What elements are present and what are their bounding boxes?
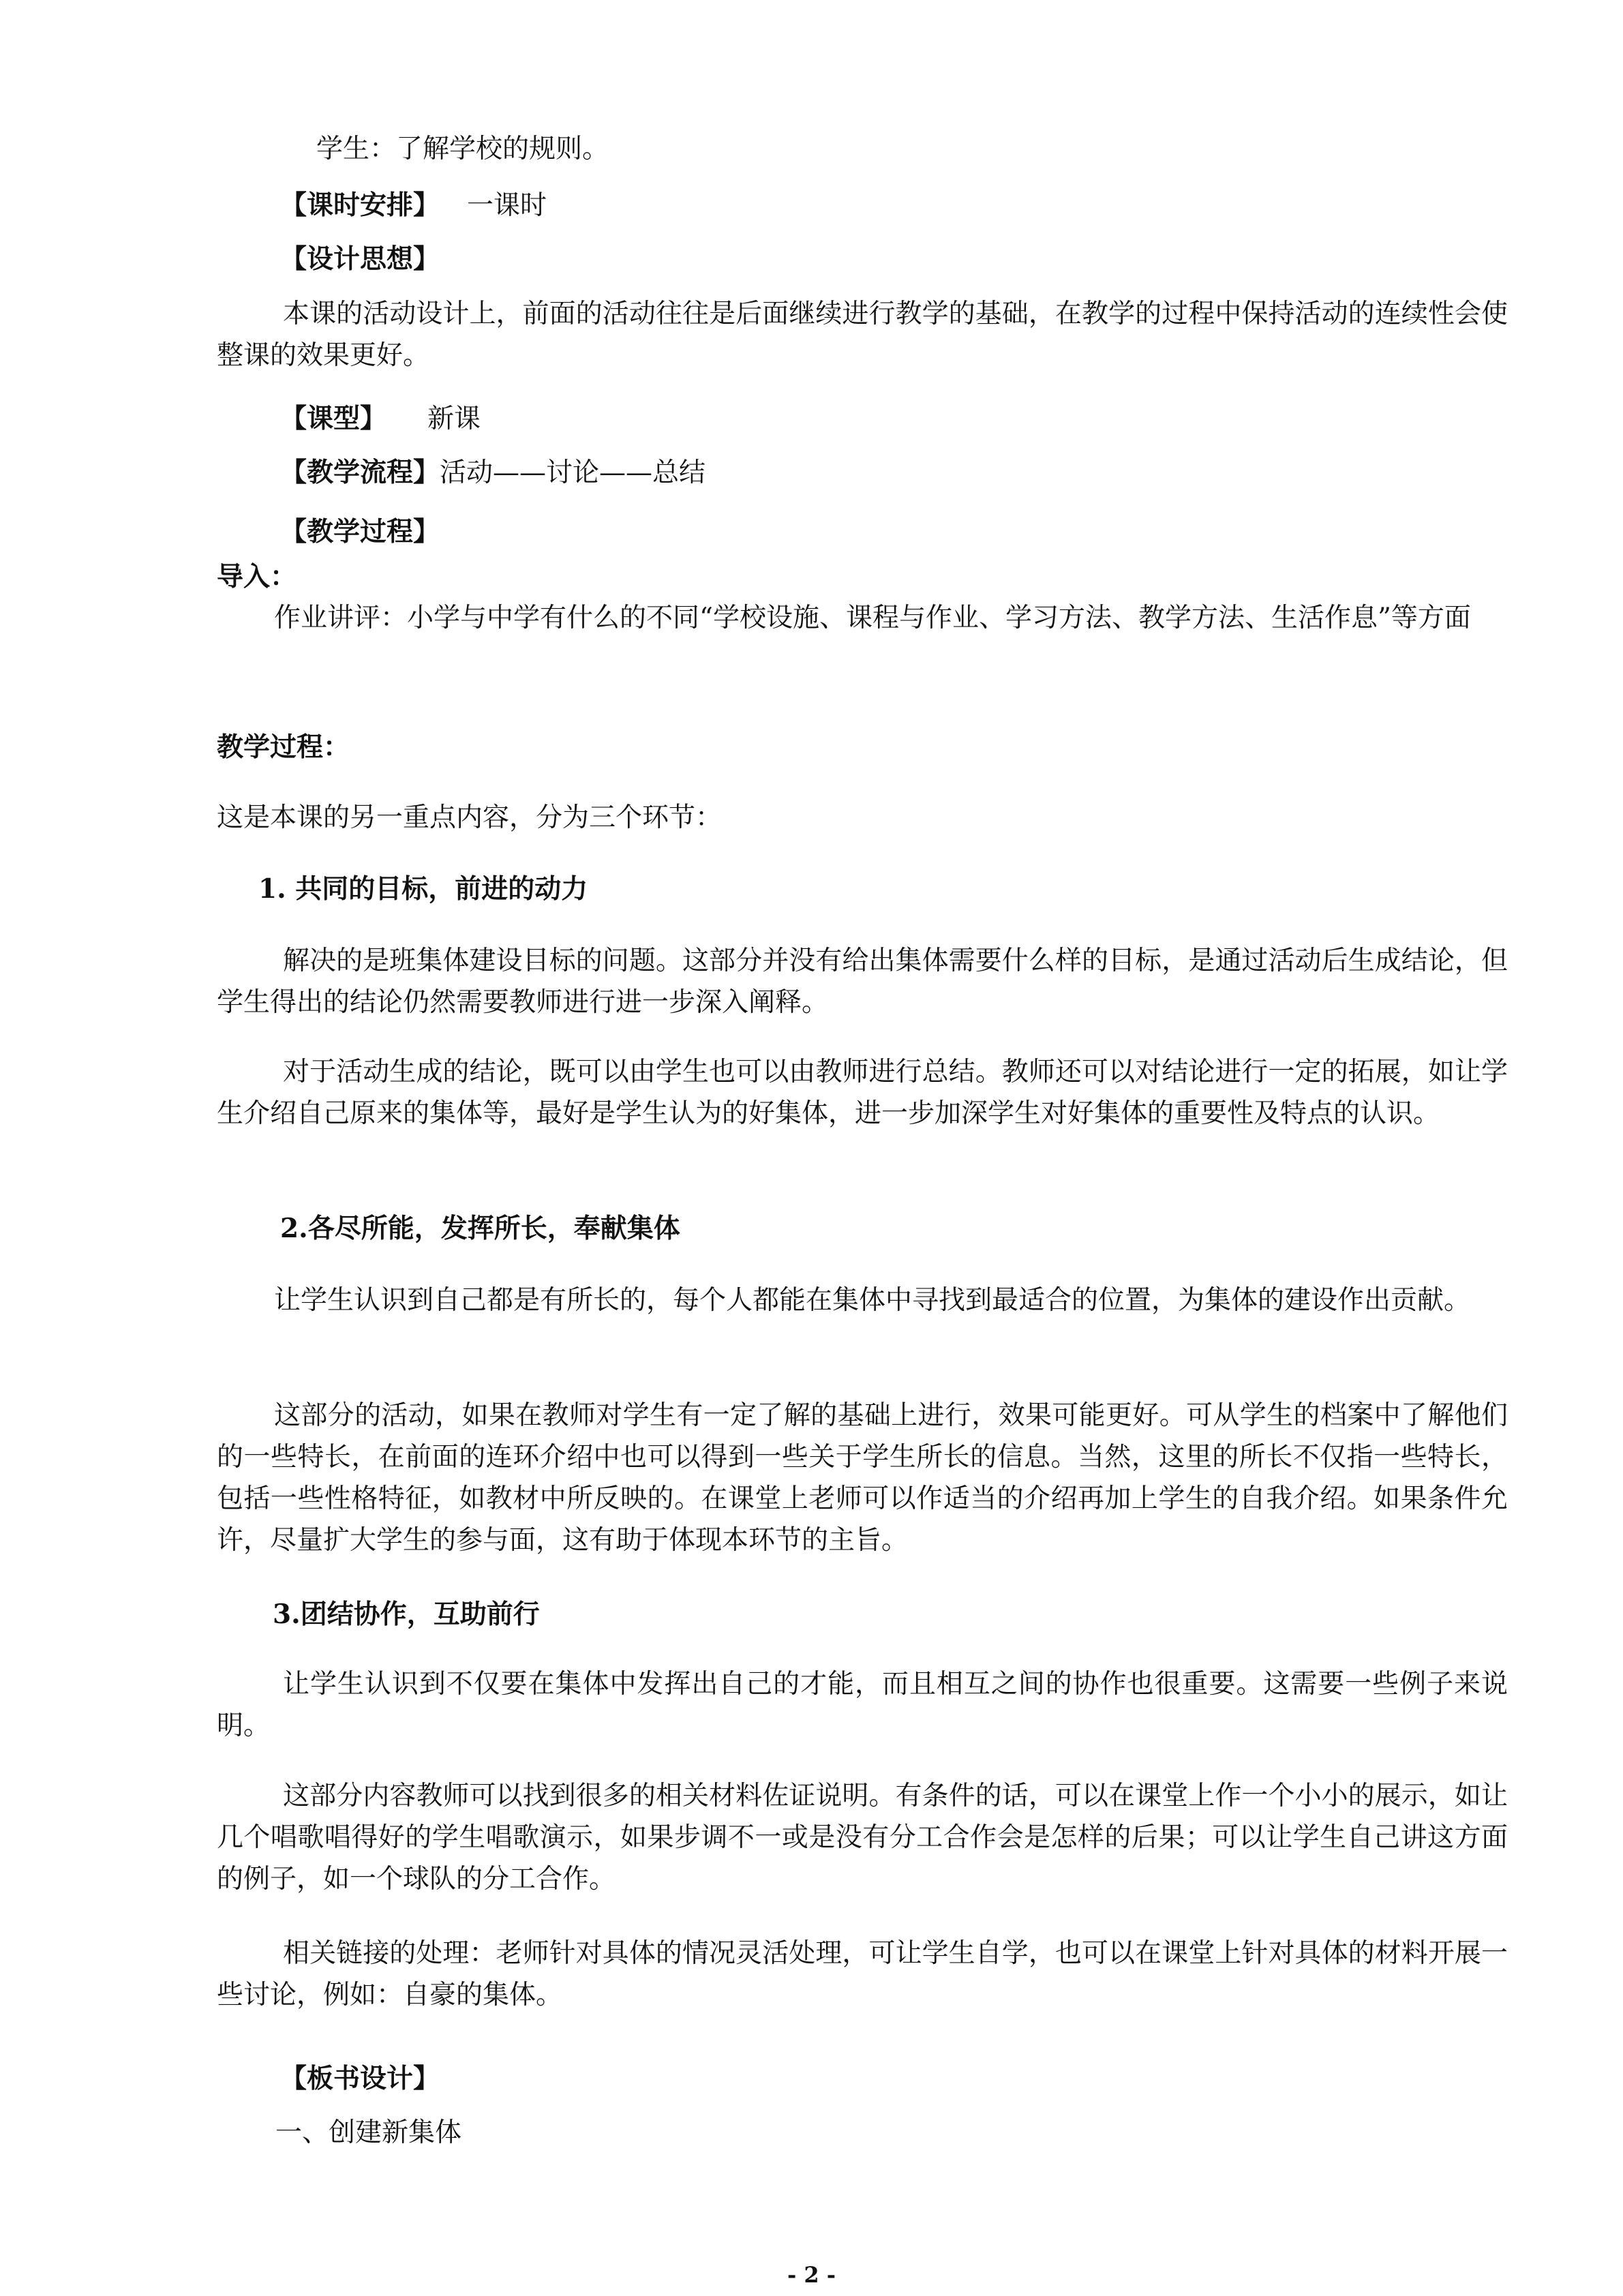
process-heading: 教学过程： xyxy=(217,731,350,763)
section3-para2: 这部分内容教师可以找到很多的相关材料佐证说明。有条件的话，可以在课堂上作一个小小的展示，如让几个唱歌唱得好的学生唱歌演示，如果步调不一或是没有分工合作会是怎样的后果；可以让学生自己讲这方面的例子，如一个球队的分工合作。 xyxy=(217,1781,1508,1894)
intro-text: 作业讲评：小学与中学有什么的不同“学校设施、课程与作业、学习方法、教学方法、生活作息”等方面 xyxy=(274,603,1471,633)
section2-title: 2.各尽所能，发挥所长，奉献集体 xyxy=(280,1213,680,1244)
section2-para1: 让学生认识到自己都是有所长的，每个人都能在集体中寻找到最适合的位置，为集体的建设作出贡献。 xyxy=(274,1285,1471,1316)
teaching-flow-row xyxy=(280,453,706,492)
section1-title: 1. 共同的目标，前进的动力 xyxy=(258,873,588,905)
class-hours-row xyxy=(280,186,547,225)
design-idea-label: 【设计思想】 xyxy=(280,243,440,275)
class-hours-value: 一课时 xyxy=(467,190,547,221)
student-line: 学生：了解学校的规则。 xyxy=(316,134,609,164)
lesson-type-row xyxy=(280,399,481,438)
board-design-item-1: 一、创建新集体 xyxy=(275,2117,462,2148)
lesson-type-value: 新课 xyxy=(427,404,481,434)
teaching-flow-label: 【教学流程】 xyxy=(280,457,440,488)
section3-title: 3.团结协作，互助前行 xyxy=(273,1599,540,1630)
section2-para2: 这部分的活动，如果在教师对学生有一定了解的基础上进行，效果可能更好。可从学生的档案中了解他们的一些特长，在前面的连环介绍中也可以得到一些关于学生所长的信息。当然，这里的所长不仅指一些特长，包括一些性格特征，如教材中所反映的。在课堂上老师可以作适当的介绍再加上学生的自我介绍。如果条件允许，尽量扩大学生的参与面，这有助于体现本环节的主旨。 xyxy=(217,1400,1508,1556)
intro-label: 导入： xyxy=(217,561,297,592)
teaching-flow-value: 活动——讨论——总结 xyxy=(440,457,706,488)
section3-para3: 相关链接的处理：老师针对具体的情况灵活处理，可让学生自学，也可以在课堂上针对具体的材料开展一些讨论，例如：自豪的集体。 xyxy=(217,1938,1508,2010)
section1-para2: 对于活动生成的结论，既可以由学生也可以由教师进行总结。教师还可以对结论进行一定的拓展，如让学生介绍自己原来的集体等，最好是学生认为的好集体，进一步加深学生对好集体的重要性及特点的认识。 xyxy=(217,1057,1508,1129)
page-number: - 2 - xyxy=(787,2262,836,2288)
teaching-process-label: 【教学过程】 xyxy=(280,516,440,547)
design-idea-text: 本课的活动设计上，前面的活动往往是后面继续进行教学的基础，在教学的过程中保持活动的连续性会使整课的效果更好。 xyxy=(217,299,1508,371)
class-hours-label: 【课时安排】 xyxy=(280,190,440,221)
section3-para1: 让学生认识到不仅要在集体中发挥出自己的才能，而且相互之间的协作也很重要。这需要一些例子来说明。 xyxy=(217,1669,1508,1741)
process-intro: 这是本课的另一重点内容，分为三个环节： xyxy=(217,802,723,833)
lesson-type-label: 【课型】 xyxy=(280,403,387,434)
board-design-label: 【板书设计】 xyxy=(280,2063,440,2094)
section1-para1: 解决的是班集体建设目标的问题。这部分并没有给出集体需要什么样的目标，是通过活动后生成结论，但学生得出的结论仍然需要教师进行进一步深入阐释。 xyxy=(217,946,1508,1018)
